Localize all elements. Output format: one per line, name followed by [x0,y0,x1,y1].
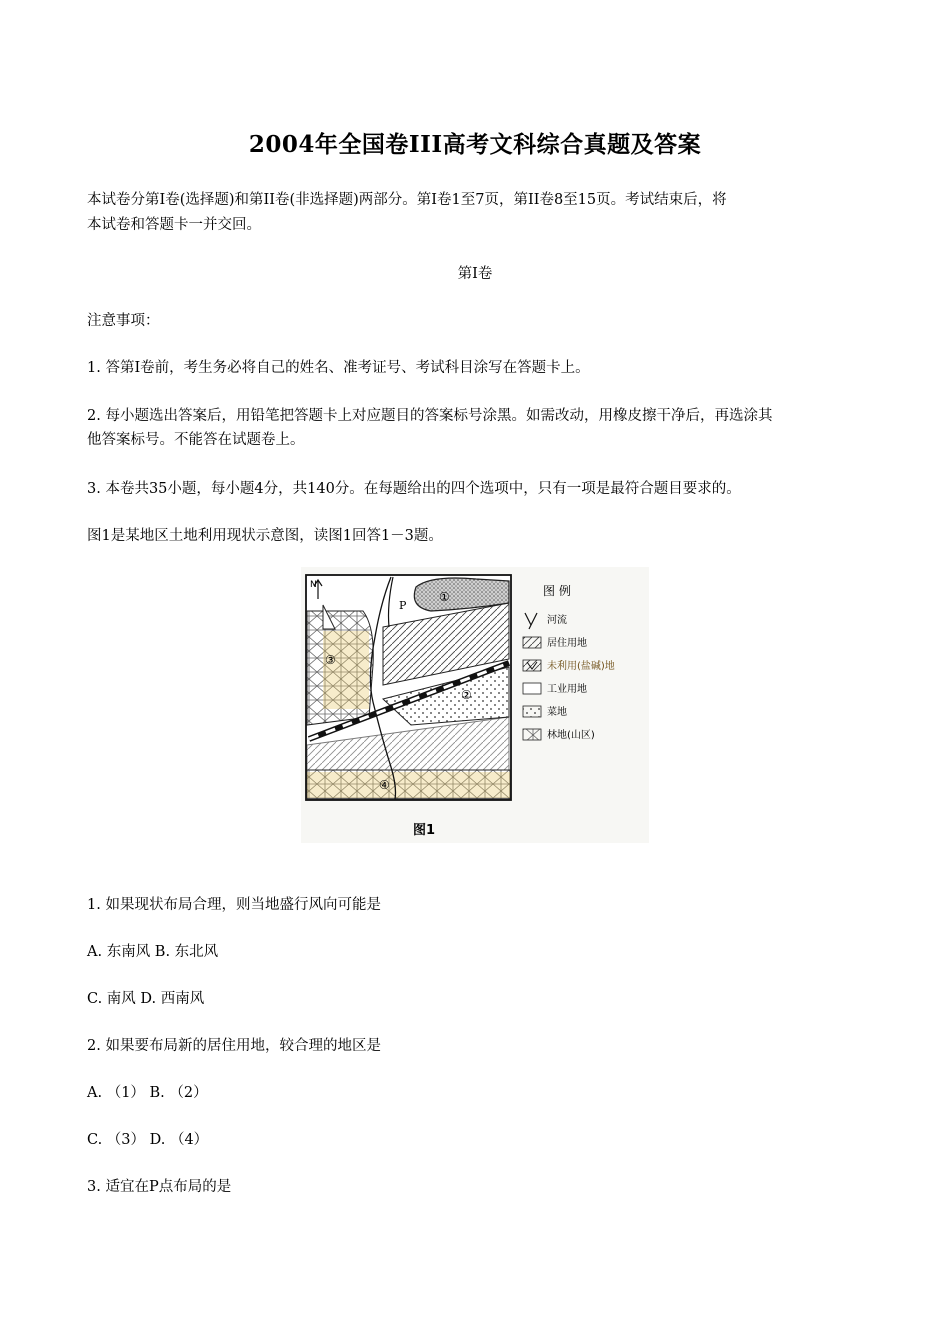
legend-label-forest: 林地(山区) [547,730,595,741]
area-label-3: ③ [325,653,336,667]
notice-item-1: 1. 答第Ⅰ卷前，考生务必将自己的姓名、准考证号、考试科目涂写在答题卡上。 [87,360,590,376]
question-1-options-a-b: A. 东南风 B. 东北风 [87,944,219,960]
area-label-4: ④ [379,778,390,792]
notice-heading: 注意事项： [87,313,160,329]
notice-item-2-line-1: 2. 每小题选出答案后，用铅笔把答题卡上对应题目的答案标号涂黑。如需改动，用橡皮擦干净后，再选涂其 [87,408,773,424]
question-3-stem: 3. 适宜在P点布局的是 [87,1179,232,1195]
industrial-swatch-icon [523,683,541,694]
forest-swatch-icon [523,729,541,740]
legend-label-river: 河流 [547,615,567,626]
north-label: N [310,580,317,590]
figure-1-land-use-map [301,567,649,843]
residential-swatch-icon [523,637,541,648]
page-title: 2004年全国卷III高考文科综合真题及答案 [248,131,702,158]
question-2-options-a-b: A. （1） B. （2） [87,1085,208,1101]
question-2-options-c-d: C. （3） D. （4） [87,1132,209,1148]
area-label-1: ① [439,590,450,604]
question-1-options-c-d: C. 南风 D. 西南风 [87,991,205,1007]
figure-caption: 图1 [413,823,436,838]
legend-label-vegetable: 菜地 [547,707,567,718]
area-label-2: ② [461,688,472,702]
question-1-stem: 1. 如果现状布局合理，则当地盛行风向可能是 [87,897,381,913]
legend-label-industrial: 工业用地 [547,684,587,695]
point-p-label: P [399,599,407,612]
legend-title: 图 例 [543,584,571,598]
notice-item-2-line-2: 他答案标号。不能答在试题卷上。 [87,432,305,448]
section-heading: 第Ⅰ卷 [457,266,493,282]
intro-line-1: 本试卷分第Ⅰ卷(选择题)和第II卷(非选择题)两部分。第Ⅰ卷1至7页，第II卷8至15页。考试结束后，将 [87,192,727,208]
figure-intro: 图1是某地区土地利用现状示意图，读图1回答1－3题。 [87,528,443,544]
river-icon [525,613,537,629]
vegetable-swatch-icon [523,706,541,717]
intro-line-2: 本试卷和答题卡一并交回。 [87,217,261,233]
notice-item-3: 3. 本卷共35小题，每小题4分，共140分。在每题给出的四个选项中，只有一项是最符合题目要求的。 [87,481,741,497]
legend-label-unused: 未利用(盐碱)地 [547,661,615,672]
legend-label-residential: 居住用地 [547,638,587,649]
question-2-stem: 2. 如果要布局新的居住用地，较合理的地区是 [87,1038,381,1054]
